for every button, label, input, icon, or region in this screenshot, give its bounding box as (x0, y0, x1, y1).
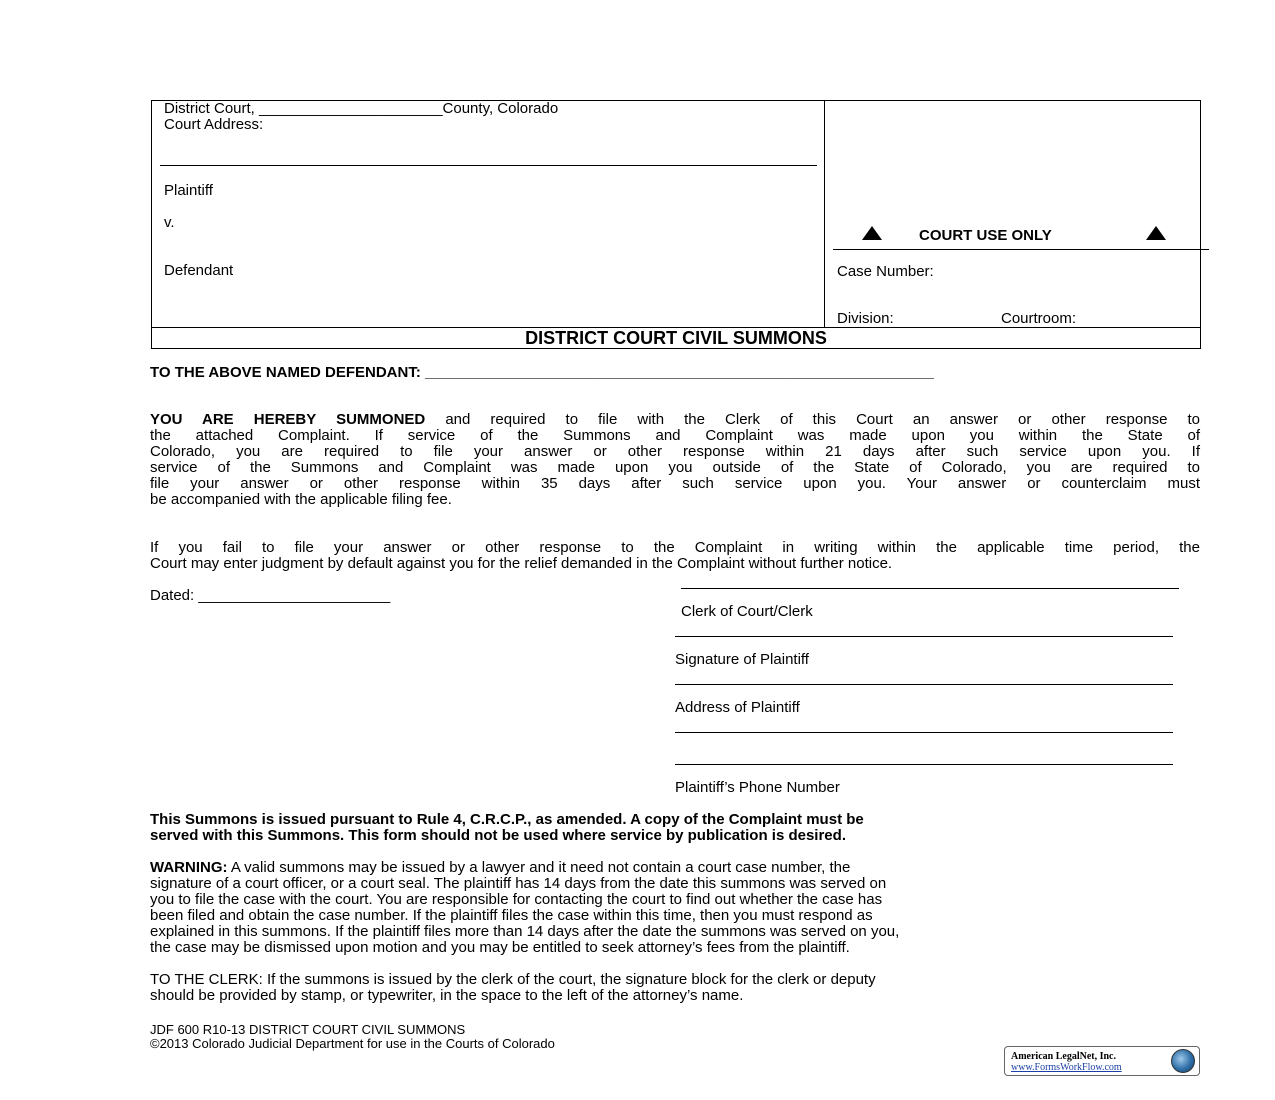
case-number-label: Case Number: (837, 263, 934, 280)
default-paragraph: If you fail to file your answer or other response to the Complaint in writing within the applicable time period, the Court may enter judgment by default against you for the relief demanded in the Complaint without further notice. (150, 539, 1200, 572)
court-use-only-label: COURT USE ONLY (919, 227, 1052, 244)
rule-notice-line-2: served with this Summons. This form should not be used where service by publication is desired. (150, 827, 846, 844)
warning-line-6: the case may be dismissed upon motion and you may be entitled to seek attorney’s fees from the plaintiff. (150, 939, 850, 956)
district-court-line: District Court, ______________________County, Colorado (164, 100, 559, 117)
versus-label: v. (164, 214, 175, 231)
footer-form-id: JDF 600 R10-13 DISTRICT COURT CIVIL SUMMONS (150, 1022, 466, 1037)
footer-copyright: ©2013 Colorado Judicial Department for use in the Courts of Colorado (150, 1036, 555, 1051)
clerk-signature-line (681, 588, 1179, 589)
up-triangle-icon (862, 226, 882, 240)
globe-icon (1171, 1049, 1195, 1073)
to-clerk-line-2: should be provided by stamp, or typewriter, in the space to the left of the attorney’s name. (150, 987, 744, 1004)
plaintiff-phone-label: Plaintiff’s Phone Number (675, 779, 840, 796)
plaintiff-address-line-2 (675, 732, 1173, 733)
courtroom-label: Courtroom: (1001, 310, 1077, 327)
defendant-label: Defendant (164, 262, 234, 279)
plaintiff-signature-line (675, 636, 1173, 637)
warning-line-4: been filed and obtain the case number. If the plaintiff files the case within this time, then you must respond as (150, 907, 873, 924)
plaintiff-label: Plaintiff (164, 182, 213, 199)
warning-line-3: you to file the case with the court. You are responsible for contacting the court to find out whether the case has (150, 891, 883, 908)
warning-line-2: signature of a court officer, or a court seal. The plaintiff has 14 days from the date this summons was served on (150, 875, 887, 892)
clerk-label: Clerk of Court/Clerk (681, 603, 813, 620)
defendant-name-line: TO THE ABOVE NAMED DEFENDANT: _____________________________________________________________ (150, 364, 934, 381)
up-triangle-icon (1146, 226, 1166, 240)
american-legalnet-logo[interactable] (1004, 1046, 1200, 1076)
warning-label: WARNING: (150, 859, 228, 876)
warning-line-1: WARNING: A valid summons may be issued by a lawyer and it need not contain a court case number, the (150, 859, 851, 876)
plaintiff-address-line (675, 684, 1173, 685)
division-label: Division: (837, 310, 894, 327)
rule-notice-line-1: This Summons is issued pursuant to Rule 4, C.R.C.P., as amended. A copy of the Complaint must be (150, 811, 864, 828)
plaintiff-signature-label: Signature of Plaintiff (675, 651, 809, 668)
court-use-divider (833, 249, 1209, 250)
dated-field: Dated: _______________________ (150, 587, 391, 604)
summons-paragraph: YOU ARE HEREBY SUMMONED and required to file with the Clerk of this Court an answer or other response to the attached Complaint. If service of the Summons and Complaint was made upon you within the State of Colorado, you are required to file your answer or other response within 21 days after such service upon you. If service of the Summons and Complaint was made upon you outside of the State of Colorado, you are required to file your answer or other response within 35 days after such service upon you. Your answer or counterclaim must be accompanied with the applicable filing fee. (150, 411, 1200, 508)
to-clerk-line-1: TO THE CLERK: If the summons is issued by the clerk of the court, the signature block for the clerk or deputy (150, 971, 876, 988)
plaintiff-phone-line (675, 764, 1173, 765)
logo-url-link[interactable]: www.FormsWorkFlow.com (1011, 1062, 1122, 1073)
logo-name: American LegalNet, Inc. (1011, 1051, 1116, 1062)
form-title: DISTRICT COURT CIVIL SUMMONS (525, 328, 827, 348)
court-address-label: Court Address: (164, 116, 264, 133)
caption-divider-vertical (824, 100, 825, 328)
warning-line-5: explained in this summons. If the plaintiff files more than 14 days after the date the summons was served on you, (150, 923, 900, 940)
court-address-line (160, 165, 817, 166)
summons-lead: YOU ARE HEREBY SUMMONED (150, 411, 426, 428)
plaintiff-address-label: Address of Plaintiff (675, 699, 800, 716)
